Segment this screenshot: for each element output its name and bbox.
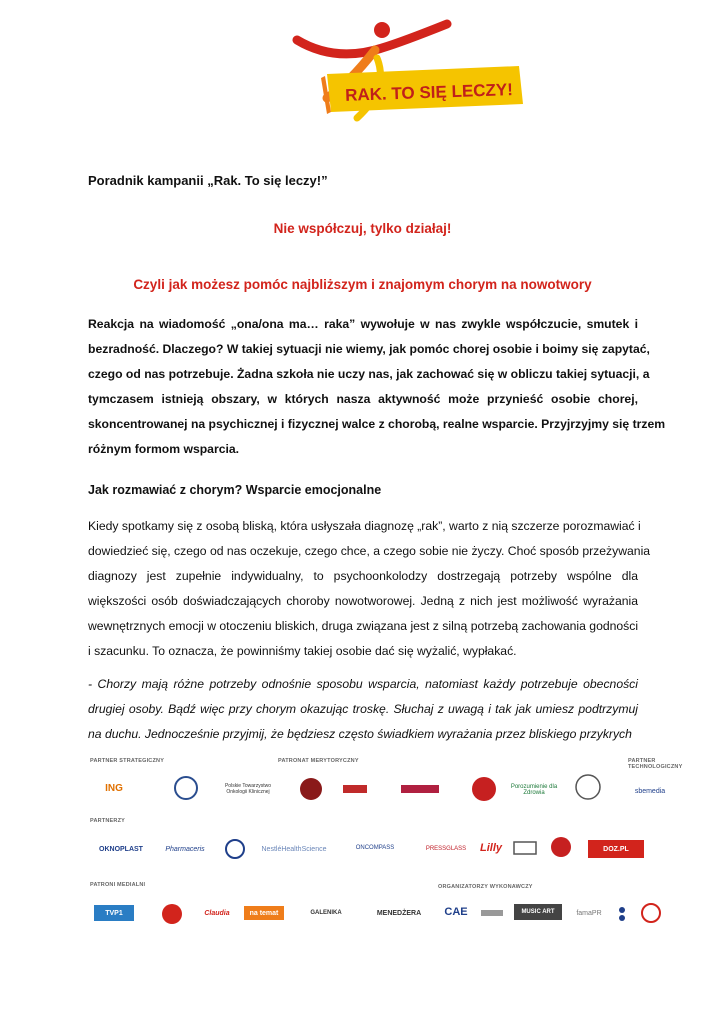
logo-musicart: MUSIC ART: [514, 904, 562, 920]
logo-famapr: famaPR: [576, 909, 602, 917]
round-badge-icon: [574, 772, 602, 802]
label-organizatorzy: ORGANIZATORZY WYKONAWCZY: [438, 884, 533, 890]
logo-cae: CAE: [444, 906, 468, 918]
body-paragraph: [88, 514, 651, 664]
body-line: diagnozy jest zupełnie indywidualny, to psychoonkolodzy dostrzegają potrzeby wspólne dla: [88, 569, 638, 583]
body-line: większości osób doświadczających choroby nowotworowej. Jedną z nich jest możliwość wyrażania: [88, 594, 638, 608]
label-partnerzy: PARTNERZY: [90, 818, 126, 824]
logo-natemat: na temat: [244, 906, 284, 920]
ribbon-logo-icon: [342, 782, 368, 796]
logo-dozpl: DOZ.PL: [588, 840, 644, 858]
body-line: Kiedy spotkamy się z osobą bliską, która usłyszała diagnozę „rak”, warto z nią szczerze porozmawiać i: [88, 519, 641, 533]
campaign-logo-text: RAK. TO SIĘ LECZY!: [344, 80, 514, 105]
br-logo-icon: [512, 838, 538, 858]
guide-title: Poradnik kampanii „Rak. To się leczy!”: [88, 173, 328, 188]
logo-sbemedia: sbemedia: [634, 787, 666, 795]
intro-line: bezradność. Dlaczego? W takiej sytuacji nie wiemy, jak pomóc chorej osobie i boimy się zapytać,: [88, 342, 650, 356]
logo-porozumienie: Porozumienie dla Zdrowia: [510, 784, 558, 796]
italic-line: na duchu. Jednocześnie przyjmij, że będziesz często świadkiem wyrażania przez bliskiego przykrych: [88, 727, 632, 741]
logo-claudia: Claudia: [204, 909, 230, 917]
page-heading: Nie współczuj, tylko działaj!: [273, 221, 452, 236]
intro-line: czego od nas potrzebuje. Żadna szkoła nie uczy nas, jak zachować się w obliczu takiej sytuacji, a: [88, 367, 650, 381]
label-partner-strategiczny: PARTNER STRATEGICZNY: [90, 758, 165, 764]
logo-oncompass: ONCOMPASS: [355, 845, 395, 851]
logo-lilly: Lilly: [479, 842, 502, 854]
logo-nestle: NestléHealthScience: [261, 845, 327, 853]
logo-pressglass: PRESSGLASS: [425, 846, 467, 852]
pkpo-logo-icon: [638, 900, 664, 926]
circle-logo-icon: [298, 776, 324, 802]
section-heading: Jak rozmawiać z chorym? Wsparcie emocjonalne: [88, 483, 382, 497]
body-line: wewnętrznych emocji w otoczeniu bliskich, druga związana jest z silną potrzebą zachowania godności: [88, 619, 639, 633]
label-patroni-medialni: PATRONI MEDIALNI: [90, 882, 146, 888]
logo-ptok: Polskie Towarzystwo Onkologii Klinicznej: [224, 783, 272, 795]
intro-line: różnym formom wsparcia.: [88, 442, 240, 456]
dots-logo-icon: [612, 902, 632, 924]
logo-ing: ING: [105, 782, 123, 794]
body-line: i szacunku. To oznacza, że powinniśmy takiej osobie dać się wyżalić, wypłakać.: [88, 644, 517, 658]
label-patronat-merytoryczny: PATRONAT MERYTORYCZNY: [278, 758, 359, 764]
fundacja-logo-icon: [400, 782, 440, 796]
intro-line: Reakcja na wiadomość „ona/ona ma… raka” wywołuje w nas zwykle współczucie, smutek i: [88, 317, 638, 331]
logo-tvp1: TVP1: [94, 905, 134, 921]
body-line: dowiedzieć się, czego od nas oczekuje, czego chce, a czego sobie nie życzy. Choć sposób przeżywania: [88, 544, 651, 558]
campaign-logo: [287, 18, 527, 126]
italic-line: - Chorzy mają różne potrzeby odnośnie sposobu wsparcia, natomiast każdy potrzebuje obecności: [88, 677, 638, 691]
red-emblem-icon: [548, 834, 574, 860]
italic-paragraph: [88, 672, 638, 747]
eagle-emblem-icon: [470, 774, 498, 804]
page-subheading: Czyli jak możesz pomóc najbliższym i znajomym chorym na nowotwory: [133, 277, 592, 292]
logo-menedzera: MENEDŻERA: [376, 909, 422, 917]
lot-logo-icon: [224, 838, 246, 860]
intro-line: tymczasem istnieją obszary, w których nasza aktywność może przynieść osobie chorej,: [88, 392, 638, 406]
partner-logo-icon: [480, 908, 504, 918]
shield-logo-icon: [174, 774, 198, 802]
sponsor-footer: [88, 754, 683, 944]
logo-pharmaceris: Pharmaceris: [165, 845, 205, 853]
italic-line: drugiej osoby. Bądź więc przy chorym okazując troskę. Słuchaj z uwagą i tak jak umiesz podtrzymuj: [88, 702, 638, 716]
label-partner-technologiczny: PARTNER TECHNOLOGICZNY: [628, 758, 683, 770]
apple-logo-icon: [158, 900, 186, 926]
intro-line: skoncentrowanej na psychicznej i fizycznej walce z chorobą, realne wsparcie. Przyjrzyjmy się trzem: [88, 417, 666, 431]
intro-paragraph: [88, 312, 666, 462]
logo-galenika: GALENIKA: [310, 910, 342, 916]
logo-oknoplast: OKNOPLAST: [99, 845, 143, 853]
